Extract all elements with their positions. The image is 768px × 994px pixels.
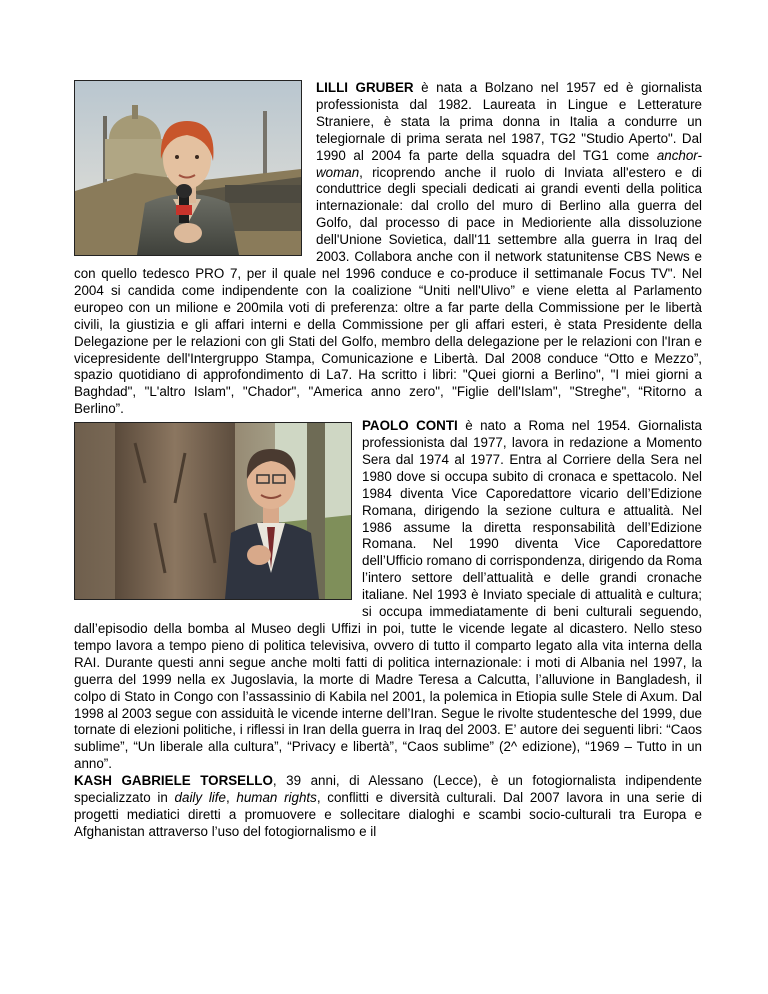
bio-text-italic: daily life bbox=[174, 790, 226, 806]
bio-paolo-conti bbox=[74, 418, 702, 773]
bio-text: , bbox=[225, 790, 237, 806]
bio-name: LILLI GRUBER bbox=[316, 80, 414, 95]
document-body bbox=[74, 80, 702, 841]
photo-lilli-gruber bbox=[74, 80, 302, 256]
bio-name: PAOLO CONTI bbox=[362, 418, 458, 434]
bio-kash-gabriele-torsello bbox=[74, 773, 702, 841]
bio-text-italic: human rights bbox=[236, 790, 317, 806]
bio-text: , conflitti e diversità culturali. Dal 2007 lavora in una serie di progetti mediatici diretti a promuovere e sollecitare dialoghi e scambi socio-culturali tra Europa e Afghanistan attraverso l’uso del fotogiornalismo e il bbox=[74, 790, 702, 839]
bio-text: è nato a Roma nel 1954. Giornalista professionista dal 1977, lavora in redazione a Momento Sera dal 1974 al 1977. Entra al Corriere della Sera nel 1980 dove si occupa subito di cronaca e spettacolo. Nel 1984 diventa Vice Caporedattore vicario dell’Edizione Romana, dirigendo la sezione cultura e attualità. Nel 1986 assume la diretta responsabilità dell’Edizione Romana. Nel 1990 diventa Vice Caporedattore dell’Ufficio romano di corrispondenza, dirigendo da Roma l’intero settore dell’attualità e delle grandi cronache italiane. Nel 1993 è Inviato speciale di attualità e cultura; si occupa immediatamente di beni culturali seguendo, dall’episodio della bomba al Museo degli Uffizi in poi, tutte le vicende legate al dicastero. Nello steso tempo lavora a tempo pieno di politica televisiva, ovvero di tutto il comparto legato alla vita interna della RAI. Durante questi anni segue anche molti fatti di politica internazionale: i moti di Albania nel 1997, la guerra del 1999 nella ex Jugoslavia, la morte di Madre Teresa a Calcutta, l’alluvione in Bangladesh, il colpo di Stato in Congo con l’assassinio di Kabila nel 2001, la polemica in Etiopia sulle Stele di Axum. Dal 1998 al 2003 segue con assiduità le vicende interne dell’Iran. Segue le rivolte studentesche del 1999, due tornate di elezioni politiche, i riflessi in Iran della guerra in Iraq del 2003. E’ autore dei seguenti libri: “Caos sublime”, “Un liberale alla cultura”, “Privacy e libertà”, “Caos sublime” (2^ edizione), “1969 – Tutto in un anno”. bbox=[74, 418, 702, 772]
photo-paolo-conti bbox=[74, 422, 352, 600]
bio-text: , ricoprendo anche il ruolo di Inviata all'estero e di conduttrice degli speciali dedicati ai grandi eventi della politica internazionale: dal crollo del muro di Berlino alla guerra del Golfo, dal processo di pace in Medioriente alla dissoluzione dell'Unione Sovietica, dall'11 settembre alla guerra in Iraq del 2003. Collabora anche con il network statunitense CBS News e con quello tedesco PRO 7, per il quale nel 1996 conduce e co-produce il settimanale Focus TV". Nel 2004 si candida come indipendente con la coalizione “Uniti nell'Ulivo” e viene eletta al Parlamento europeo con un milione e 200mila voti di preferenza: oltre a far parte della Commissione per le libertà civili, la giustizia e gli affari interni e della Commissione per gli affari esteri, è stata Presidente della Delegazione per le relazioni con gli Stati del Golfo, membro della delegazione per le relazioni con l'Iran e vicepresidente dell'Intergruppo Stampa, Comunicazione e Libertà. Dal 2008 conduce “Otto e Mezzo”, spazio quotidiano di approfondimento di La7. Ha scritto i libri: "Quei giorni a Berlino", "I miei giorni a Baghdad", "L'altro Islam", "Chador", "America anno zero", "Figlie dell'Islam", "Streghe", “Ritorno a Berlino”. bbox=[74, 164, 702, 417]
bio-text-italic: anchor-woman bbox=[316, 147, 702, 180]
bio-name: KASH GABRIELE TORSELLO bbox=[74, 773, 273, 789]
bio-lilli-gruber bbox=[74, 80, 702, 418]
bio-text: è nata a Bolzano nel 1957 ed è giornalista professionista dal 1982. Laureata in Lingue e Letterature Straniere, è stata la prima donna in Italia a condurre un telegiornale di prima serata nel 1987, TG2 "Studio Aperto". Dal 1990 al 2004 fa parte della squadra del TG1 come bbox=[316, 80, 702, 163]
bio-text: , 39 anni, di Alessano (Lecce), è un fotogiornalista indipendente specializzato in bbox=[74, 773, 703, 806]
